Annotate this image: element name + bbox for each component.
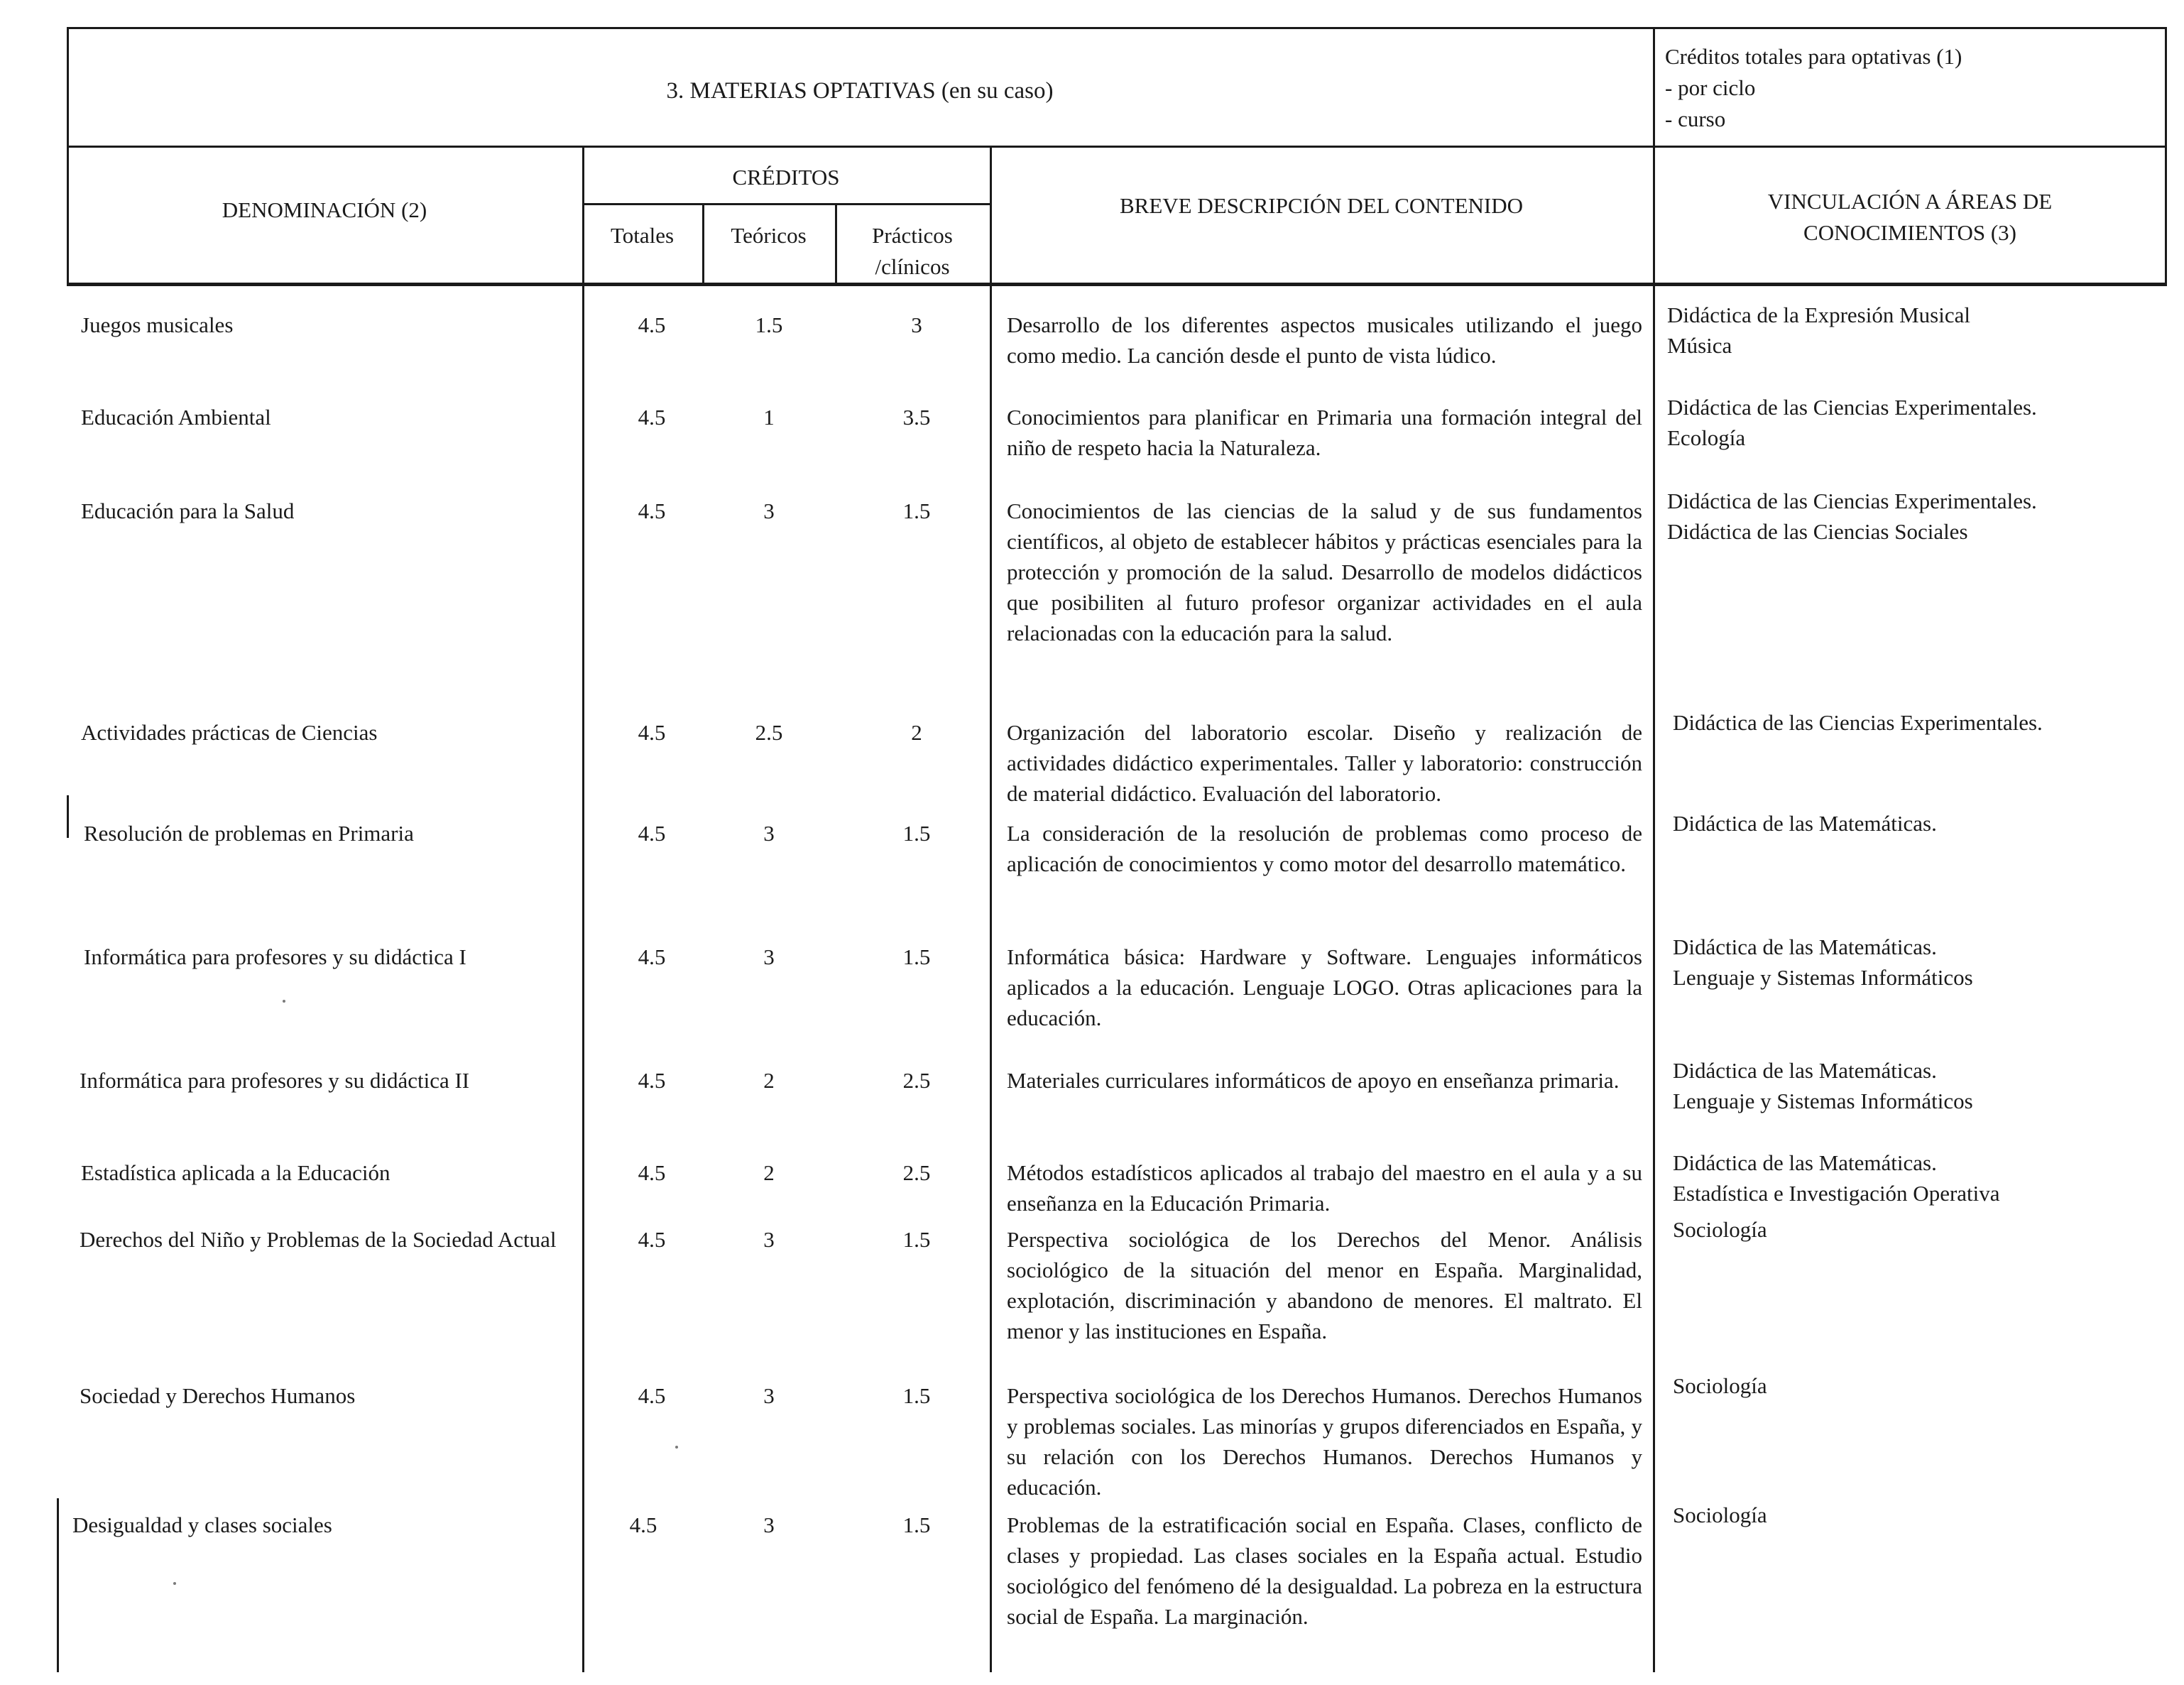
body-divider-1 <box>582 284 584 1672</box>
credits-practicos: 2.5 <box>902 1160 931 1185</box>
subject-description: Problemas de la estratificación social en España. Clases, conflicto de clases y propiedad. Las clases sociales en la España actual. Estudio sociológico del fenómeno dé la desigualdad. La pobreza en la estructura social de España. La marginación. <box>1007 1512 1642 1629</box>
knowledge-area: Didáctica de las Matemáticas. <box>1673 934 1937 959</box>
knowledge-area: Sociología <box>1673 1503 1767 1527</box>
knowledge-areas <box>1673 1147 2000 1209</box>
knowledge-areas <box>1673 808 1937 839</box>
vinculacion-header: VINCULACIÓN A ÁREAS DE CONOCIMIENTOS (3) <box>1767 189 2053 245</box>
body-left-fragment <box>57 1498 59 1672</box>
practicos-header: Prácticos /clínicos <box>872 223 953 279</box>
subject-name: Juegos musicales <box>81 312 234 337</box>
credits-totales: 4.5 <box>638 405 666 430</box>
knowledge-area: Estadística e Investigación Operativa <box>1673 1181 2000 1206</box>
credits-practicos: 1.5 <box>902 1383 931 1408</box>
knowledge-area: Sociología <box>1673 1217 1767 1242</box>
left-border <box>67 27 69 285</box>
subject-description: Informática básica: Hardware y Software. Lenguajes informáticos aplicados a la educación. Lenguaje LOGO. Otras aplicaciones para la educación. <box>1007 944 1642 1030</box>
teoricos-header: Teóricos <box>731 223 807 248</box>
subject-name: Informática para profesores y su didáctica II <box>80 1068 470 1093</box>
subject-description: Métodos estadísticos aplicados al trabajo del maestro en el aula y a su enseñanza en la Educación Primaria. <box>1007 1160 1642 1216</box>
knowledge-areas <box>1673 707 2043 738</box>
subject-name: Sociedad y Derechos Humanos <box>80 1383 356 1408</box>
knowledge-areas <box>1673 1370 1767 1401</box>
subject-description: La consideración de la resolución de problemas como proceso de aplicación de conocimientos y como motor del desarrollo matemático. <box>1007 821 1642 876</box>
credits-practicos: 1.5 <box>902 1227 931 1252</box>
credits-totales: 4.5 <box>629 1512 657 1537</box>
body-left-fragment <box>67 795 69 838</box>
knowledge-areas <box>1673 1214 1767 1245</box>
credits-practicos: 2 <box>911 720 922 745</box>
descripcion-header: BREVE DESCRIPCIÓN DEL CONTENIDO <box>1119 193 1524 218</box>
credits-teoricos: 3 <box>763 1227 775 1252</box>
totales-header: Totales <box>610 223 675 248</box>
subject-description: Conocimientos para planificar en Primaria una formación integral del niño de respeto hacia la Naturaleza. <box>1007 405 1642 460</box>
credits-totales: 4.5 <box>638 1068 666 1093</box>
scan-speck <box>173 1582 176 1585</box>
credits-totales: 4.5 <box>638 1383 666 1408</box>
credits-teoricos: 1 <box>763 405 775 430</box>
knowledge-area: Didáctica de las Matemáticas. <box>1673 1150 1937 1175</box>
knowledge-areas <box>1673 1055 1973 1116</box>
knowledge-area: Didáctica de las Matemáticas. <box>1673 1058 1937 1083</box>
credits-teoricos: 2 <box>763 1068 775 1093</box>
subject-name: Resolución de problemas en Primaria <box>84 821 414 846</box>
credits-totales: 4.5 <box>638 720 666 745</box>
credits-practicos: 3 <box>911 312 922 337</box>
knowledge-areas <box>1673 1500 1767 1530</box>
subject-description: Conocimientos de las ciencias de la salud y de sus fundamentos científicos, al objeto de establecer hábitos y prácticas esenciales para la protección y promoción de la salud. Desarrollo de modelos didácticos que posibiliten al futuro profesor organizar actividades en el aula relacionadas con la educación para la salud. <box>1007 498 1642 645</box>
column-header-bottom-border <box>67 283 2167 286</box>
credits-teoricos: 3 <box>763 1512 775 1537</box>
header-divider <box>67 146 2167 148</box>
knowledge-area: Didáctica de las Ciencias Experimentales. <box>1673 710 2043 735</box>
credits-practicos: 3.5 <box>902 405 931 430</box>
knowledge-area: Sociología <box>1673 1373 1767 1398</box>
credits-totales: 4.5 <box>638 498 666 523</box>
subject-name: Estadística aplicada a la Educación <box>81 1160 391 1185</box>
page-title: 3. MATERIAS OPTATIVAS (en su caso) <box>666 78 1054 104</box>
knowledge-area: Música <box>1667 333 1732 358</box>
knowledge-area: Didáctica de las Ciencias Experimentales. <box>1667 489 2037 513</box>
knowledge-area: Lenguaje y Sistemas Informáticos <box>1673 1089 1973 1113</box>
credits-note <box>1665 41 1962 135</box>
creditos-header: CRÉDITOS <box>732 165 840 190</box>
subject-description: Materiales curriculares informáticos de apoyo en enseñanza primaria. <box>1007 1068 1620 1093</box>
subject-name: Educación para la Salud <box>81 498 295 523</box>
subject-description: Organización del laboratorio escolar. Diseño y realización de actividades didáctico experimentales. Taller y laboratorio: construcción de material didáctico. Evaluación del laboratorio. <box>1007 720 1642 806</box>
scan-speck <box>283 1000 285 1003</box>
credits-note-line: - por ciclo <box>1665 75 1756 100</box>
subject-description: Desarrollo de los diferentes aspectos musicales utilizando el juego como medio. La canción desde el punto de vista lúdico. <box>1007 312 1642 368</box>
knowledge-areas <box>1667 392 2037 453</box>
subject-name: Desigualdad y clases sociales <box>72 1512 332 1537</box>
credits-practicos: 1.5 <box>902 821 931 846</box>
knowledge-area: Didáctica de la Expresión Musical <box>1667 302 1970 327</box>
credits-teoricos: 3 <box>763 1383 775 1408</box>
credits-note-line: Créditos totales para optativas (1) <box>1665 44 1962 69</box>
credits-teoricos: 2 <box>763 1160 775 1185</box>
credits-teoricos: 3 <box>763 498 775 523</box>
subject-name: Educación Ambiental <box>81 405 271 430</box>
credits-teoricos: 1.5 <box>755 312 783 337</box>
subject-description: Perspectiva sociológica de los Derechos Humanos. Derechos Humanos y problemas sociales. Las minorías y grupos diferenciados en España, y su relación con los Derechos Humanos. Derechos Humanos y educación. <box>1007 1383 1642 1500</box>
knowledge-areas <box>1667 486 2037 547</box>
credits-teoricos: 2.5 <box>755 720 783 745</box>
scan-speck <box>675 1446 678 1449</box>
credits-teoricos: 3 <box>763 821 775 846</box>
credits-practicos: 1.5 <box>902 498 931 523</box>
credits-totales: 4.5 <box>638 821 666 846</box>
body-divider-5 <box>1653 284 1655 1672</box>
denominacion-header: DENOMINACIÓN (2) <box>222 197 427 222</box>
knowledge-area: Lenguaje y Sistemas Informáticos <box>1673 965 1973 990</box>
subject-name: Derechos del Niño y Problemas de la Sociedad Actual <box>80 1227 557 1252</box>
credits-note-line: - curso <box>1665 107 1726 131</box>
knowledge-areas <box>1667 300 1970 361</box>
subject-description: Perspectiva sociológica de los Derechos del Menor. Análisis sociológico de la situación del menor en España. Marginalidad, explotación, discriminación y abandono de menores. El maltrato. El menor y las instituciones en España. <box>1007 1227 1642 1343</box>
knowledge-area: Ecología <box>1667 425 1746 450</box>
credits-practicos: 1.5 <box>902 1512 931 1537</box>
knowledge-areas <box>1673 932 1973 993</box>
credits-practicos: 1.5 <box>902 944 931 969</box>
subject-name: Informática para profesores y su didáctica I <box>84 944 466 969</box>
table-top-border <box>67 27 2167 29</box>
subject-name: Actividades prácticas de Ciencias <box>81 720 378 745</box>
credits-totales: 4.5 <box>638 944 666 969</box>
creditos-divider <box>582 203 990 205</box>
credits-practicos: 2.5 <box>902 1068 931 1093</box>
credits-totales: 4.5 <box>638 1160 666 1185</box>
knowledge-area: Didáctica de las Ciencias Sociales <box>1667 519 1968 544</box>
credits-teoricos: 3 <box>763 944 775 969</box>
credits-totales: 4.5 <box>638 312 666 337</box>
body-divider-4 <box>990 284 992 1672</box>
knowledge-area: Didáctica de las Matemáticas. <box>1673 811 1937 836</box>
knowledge-area: Didáctica de las Ciencias Experimentales. <box>1667 395 2037 420</box>
credits-totales: 4.5 <box>638 1227 666 1252</box>
